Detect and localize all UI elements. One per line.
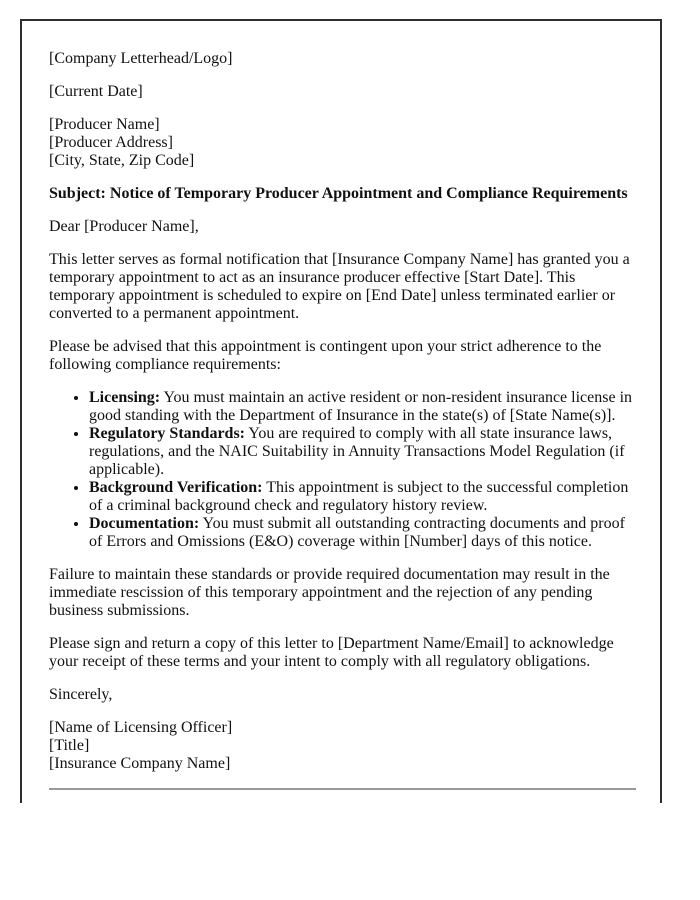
signature-officer-name: [Name of Licensing Officer]: [49, 719, 233, 736]
bullet-term: Licensing:: [89, 389, 161, 406]
body-paragraph-compliance-intro: Please be advised that this appointment is contingent upon your strict adherence to the following compliance requirements:: [49, 338, 602, 373]
list-item-licensing: [89, 389, 636, 425]
recipient-block: [49, 116, 636, 170]
letter-page: [20, 19, 662, 803]
bullet-text: You are required to comply with all state insurance laws, regulations, and the NAIC Suitability in Annuity Transactions Model Regulation (if applicable).: [89, 425, 625, 478]
bullet-text: You must submit all outstanding contracting documents and proof of Errors and Omissions (E&O) coverage within [Number] days of this notice.: [89, 515, 625, 550]
signature-company: [Insurance Company Name]: [49, 755, 231, 772]
bullet-term: Documentation:: [89, 515, 200, 532]
date-line: [Current Date]: [49, 83, 143, 100]
signature-block: [49, 719, 636, 773]
letterhead-placeholder: [Company Letterhead/Logo]: [49, 50, 233, 67]
bullet-term: Background Verification:: [89, 479, 263, 496]
recipient-name: [Producer Name]: [49, 116, 160, 133]
body-paragraph-failure-clause: Failure to maintain these standards or provide required documentation may result in the immediate rescission of this temporary appointment and the rejection of any pending business submissions.: [49, 566, 610, 619]
bullet-text: You must maintain an active resident or non-resident insurance license in good standing with the Department of Insurance in the state(s) of [State Name(s)].: [89, 389, 633, 424]
recipient-city-state-zip: [City, State, Zip Code]: [49, 152, 195, 169]
body-paragraph-sign-return: Please sign and return a copy of this letter to [Department Name/Email] to acknowledge your receipt of these terms and your intent to comply with all regulatory obligations.: [49, 635, 614, 670]
salutation: Dear [Producer Name],: [49, 218, 199, 235]
body-paragraph-appointment: This letter serves as formal notification that [Insurance Company Name] has granted you a temporary appointment to act as an insurance producer effective [Start Date]. This temporary appointment is scheduled to expire on [End Date] unless terminated earlier or converted to a permanent appointment.: [49, 251, 630, 322]
bullet-text: This appointment is subject to the successful completion of a criminal background check and regulatory history review.: [89, 479, 629, 514]
signature-rule: [49, 788, 636, 790]
list-item-background-verification: [89, 479, 636, 515]
closing: Sincerely,: [49, 686, 113, 703]
signature-title: [Title]: [49, 737, 90, 754]
list-item-documentation: [89, 515, 636, 551]
subject-line: Subject: Notice of Temporary Producer Appointment and Compliance Requirements: [49, 185, 628, 202]
recipient-address: [Producer Address]: [49, 134, 173, 151]
compliance-list: [49, 389, 636, 551]
list-item-regulatory-standards: [89, 425, 636, 479]
bullet-term: Regulatory Standards:: [89, 425, 246, 442]
